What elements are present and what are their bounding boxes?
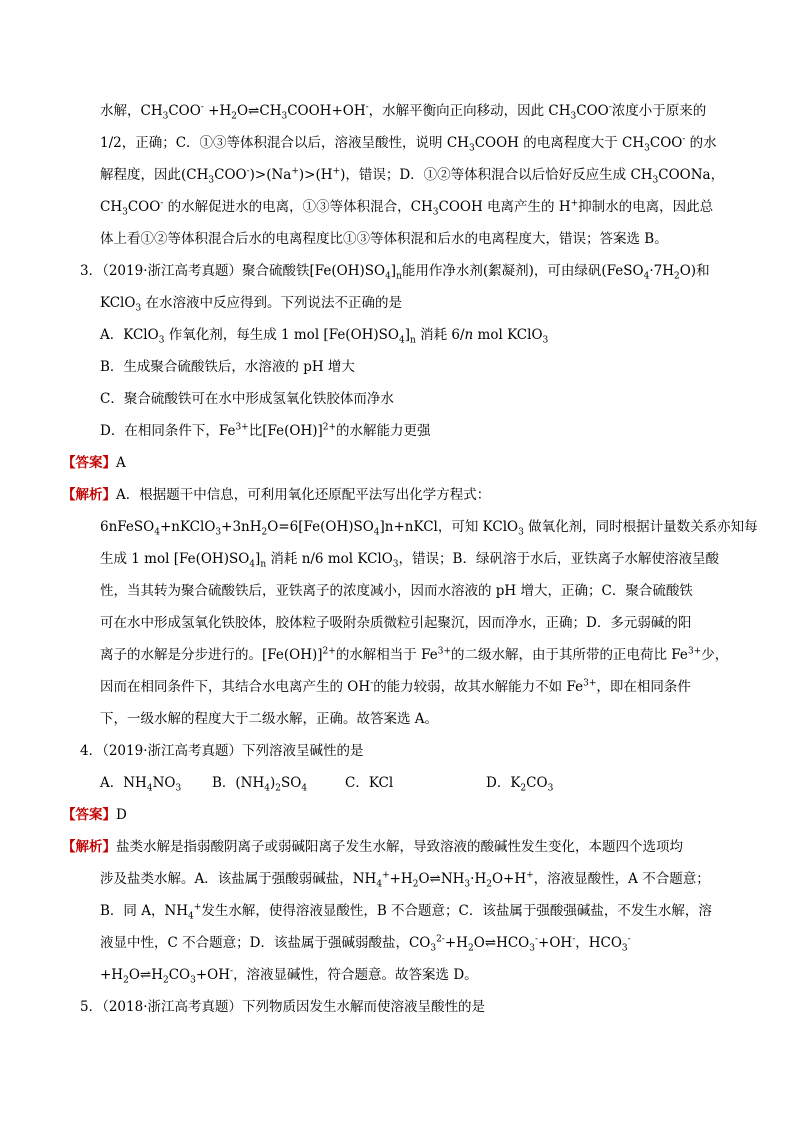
analysis-line: 液显中性，C 不合题意；D．该盐属于强碱弱酸盐，$CO_3^{2-}+H_2O\rightleftharpoons HCO_3^-+OH^-$，$HCO_3^-$ [100, 934, 631, 954]
question-3-option-c: C．聚合硫酸铁可在水中形成氢氧化铁胶体而净水 [100, 391, 394, 407]
question-3-option-a: A．KClO$_3$ 作氧化剂，每生成 1 mol $[Fe(OH)SO_4]_n$ 消耗 6/n mol KClO$_3$ [100, 327, 549, 346]
analysis-line: 性，当其转为聚合硫酸铁后，亚铁离子的浓度减小，因而水溶液的 pH 增大，正确；C．聚合硫酸铁 [100, 583, 693, 599]
prev-explanation-line: 1/2，正确；C．①③等体积混合以后，溶液呈酸性，说明 $CH_3COOH$ 的电离程度大于 $CH_3COO^-$ 的水 [100, 134, 717, 154]
analysis-line: 因而在相同条件下，其结合水电离产生的 OH-的能力较弱，故其水解能力不如 $Fe^{3+}$，即在相同条件 [100, 678, 691, 695]
question-4-option-c: C．KCl [345, 775, 394, 791]
question-4-stem: 4．（2019·浙江高考真题）下列溶液呈碱性的是 [80, 743, 364, 759]
prev-explanation-line: 水解，$CH_3COO^-$ $+H_2O\rightleftharpoons CH_3COOH+OH^-$，水解平衡向正向移动，因此 $CH_3COO^-$浓度小于原来的 [100, 102, 707, 122]
question-4-option-d: D．$K_2CO_3$ [486, 775, 554, 794]
question-3-option-d: D．在相同条件下，$Fe^{3+}$比$[Fe(OH)]^{2+}$的水解能力更强 [100, 422, 431, 439]
analysis-line: 离子的水解是分步进行的。$[Fe(OH)]^{2+}$的水解相当于 $Fe^{3+}$的二级水解，由于其所带的正电荷比 $Fe^{3+}$少， [100, 646, 729, 663]
prev-explanation-line: 解程度，因此$(CH_3COO^-)>(Na^+)>(H^+)$，错误；D．①②等体积混合以后恰好反应生成 $CH_3COONa$， [100, 166, 725, 186]
analysis-line: $+H_2O\rightleftharpoons H_2CO_3+OH^-$，溶液显碱性，符合题意。故答案选 D。 [100, 966, 478, 986]
analysis-line: B．同 A，$NH_4^+$发生水解，使得溶液显酸性，B 不合题意；C．该盐属于强酸强碱盐，不发生水解，溶 [100, 902, 712, 922]
question-4-answer [62, 806, 127, 824]
prev-explanation-line: 体上看①②等体积混合后水的电离程度比①③等体积混和后水的电离程度大，错误；答案选 B。 [100, 231, 668, 247]
question-3-stem: 3．（2019·浙江高考真题）聚合硫酸铁$[Fe(OH)SO_4]_n$能用作净水剂(絮凝剂)，可由绿矾$(FeSO_4\cdot 7H_2O)$和 [80, 263, 710, 282]
analysis-label: 【解析】 [62, 839, 116, 855]
analysis-line: 生成 1 mol $[Fe(OH)SO_4]_n$ 消耗 n/6 mol KClO$_3$，错误；B．绿矾溶于水后，亚铁离子水解使溶液呈酸 [100, 551, 719, 570]
question-5-stem: 5．（2018·浙江高考真题）下列物质因发生水解而使溶液呈酸性的是 [80, 999, 485, 1015]
question-4-option-a: A．$NH_4NO_3$ [100, 775, 182, 794]
analysis-line: 盐类水解是指弱酸阴离子或弱碱阳离子发生水解，导致溶液的酸碱性发生变化，本题四个选项均 [116, 839, 683, 855]
analysis-line: 涉及盐类水解。A．该盐属于强酸弱碱盐，$NH_4^++H_2O\rightleftharpoons NH_3\cdot H_2O+H^+$，溶液显酸性，A 不合题意； [100, 870, 710, 890]
answer-value: D [116, 807, 127, 823]
question-3-answer [62, 454, 126, 472]
question-3-option-b: B．生成聚合硫酸铁后，水溶液的 pH 增大 [100, 359, 355, 375]
answer-label: 【答案】 [62, 455, 116, 471]
analysis-label: 【解析】 [62, 487, 116, 503]
analysis-line: $6nFeSO_4+nKClO_3+3nH_2O=6[Fe(OH)SO_4]n+nKCl$，可知 KClO$_3$ 做氧化剂，同时根据计量数关系亦知每 [100, 519, 758, 538]
analysis-line: 下，一级水解的程度大于二级水解，正确。故答案选 A。 [100, 711, 439, 727]
prev-explanation-line: $CH_3COO^-$ 的水解促进水的电离，①③等体积混合，$CH_3COOH$ 电离产生的 H+抑制水的电离，因此总 [100, 198, 714, 218]
answer-value: A [116, 455, 126, 471]
question-4-analysis [62, 838, 683, 856]
question-3-stem: KClO$_3$ 在水溶液中反应得到。下列说法不正确的是 [100, 295, 402, 314]
question-4-option-b: B．$(NH_4)_2SO_4$ [212, 775, 308, 794]
answer-label: 【答案】 [62, 807, 116, 823]
question-3-analysis [62, 486, 490, 504]
analysis-line: 可在水中形成氢氧化铁胶体，胶体粒子吸附杂质微粒引起聚沉，因而净水，正确；D．多元弱碱的阳 [100, 615, 692, 631]
analysis-line: A．根据题干中信息，可利用氧化还原配平法写出化学方程式： [116, 487, 491, 503]
